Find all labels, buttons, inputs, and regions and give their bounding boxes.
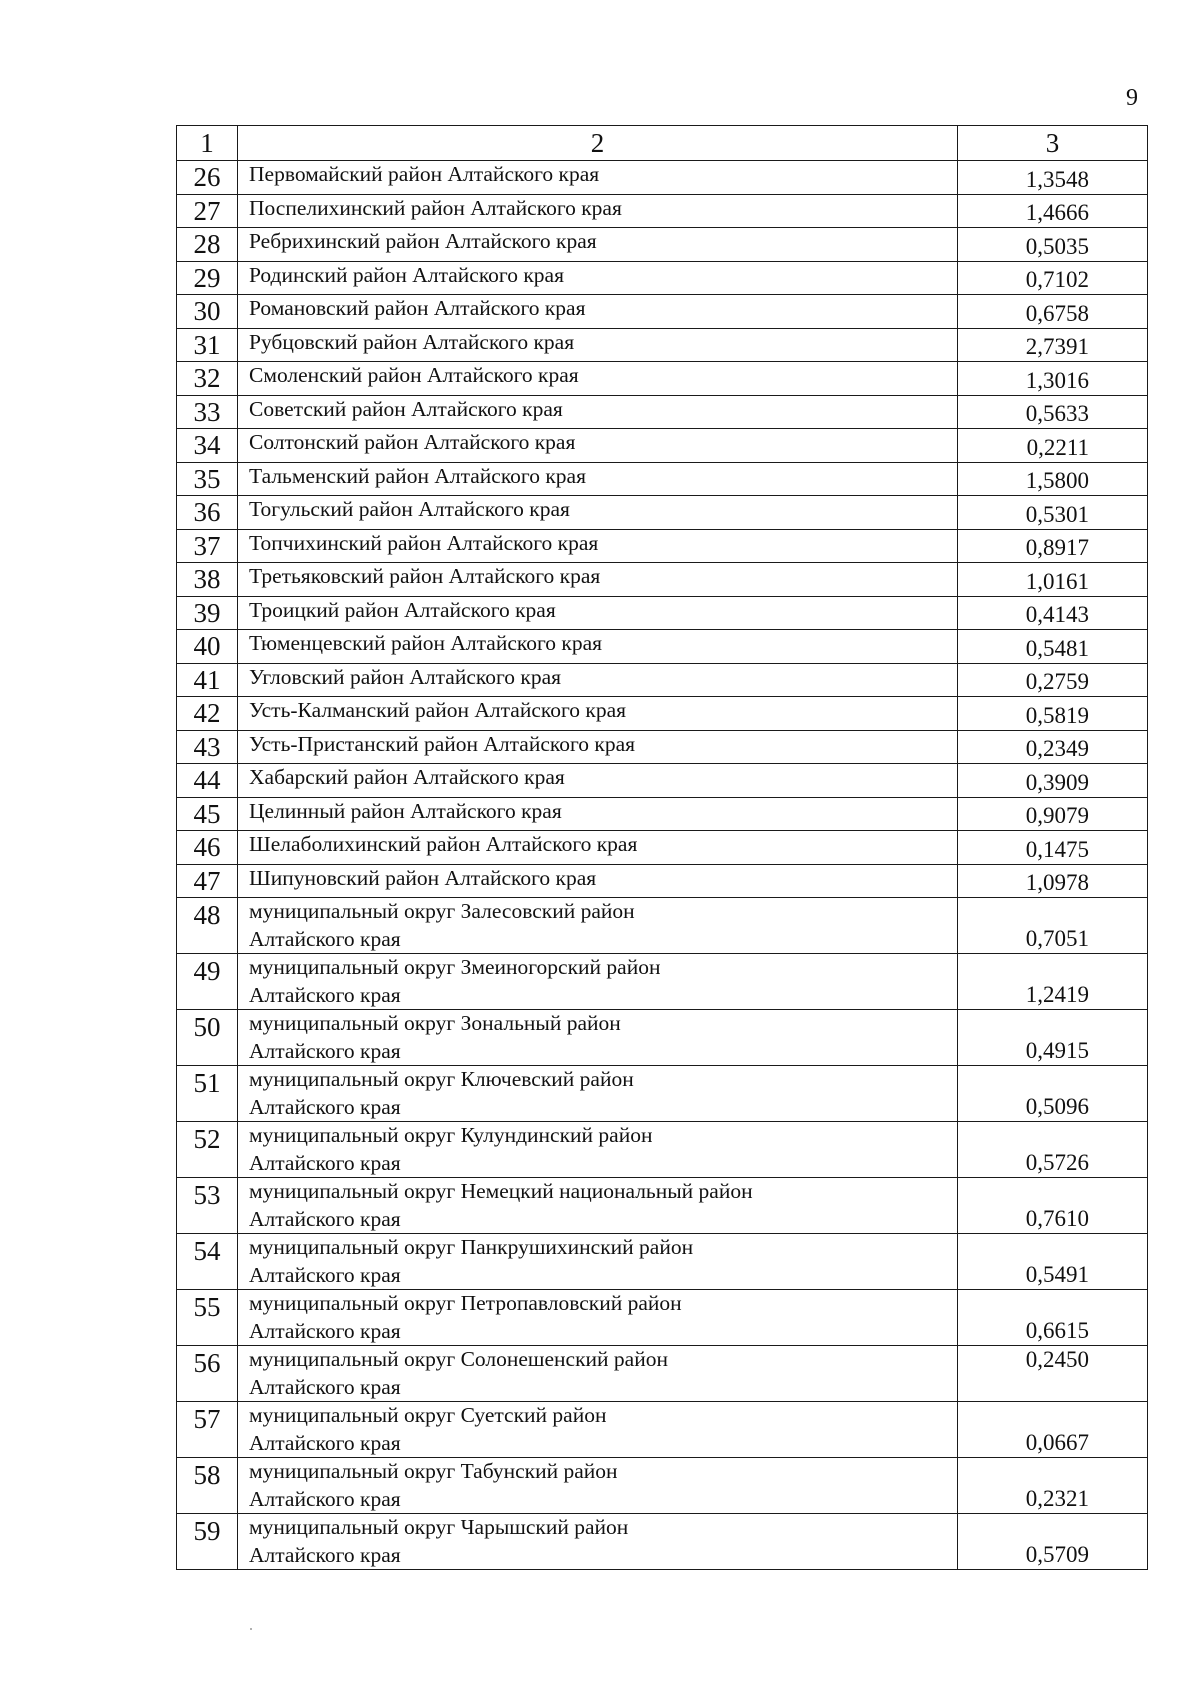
district-name: муниципальный округ Чарышский район Алтайского края: [238, 1514, 958, 1570]
coefficient-value: 0,7610: [958, 1178, 1148, 1234]
district-name: Смоленский район Алтайского края: [238, 362, 958, 396]
table-row: [177, 764, 1148, 798]
row-number: 55: [177, 1290, 238, 1346]
row-number: 42: [177, 697, 238, 731]
row-number: 36: [177, 496, 238, 530]
table-row: [177, 429, 1148, 463]
district-name: Советский район Алтайского края: [238, 395, 958, 429]
table-row: [177, 1402, 1148, 1458]
table-row: [177, 496, 1148, 530]
coefficient-value: 0,4915: [958, 1010, 1148, 1066]
row-number: 28: [177, 228, 238, 262]
coefficient-value: 0,2211: [958, 429, 1148, 463]
row-number: 27: [177, 194, 238, 228]
coefficients-table: [176, 125, 1148, 1570]
coefficient-value: 0,8917: [958, 529, 1148, 563]
district-name: Шелаболихинский район Алтайского края: [238, 831, 958, 865]
row-number: 29: [177, 261, 238, 295]
coefficient-value: 0,7102: [958, 261, 1148, 295]
district-name: Ребрихинский район Алтайского края: [238, 228, 958, 262]
district-name: муниципальный округ Солонешенский район Алтайского края: [238, 1346, 958, 1402]
table-row: [177, 1514, 1148, 1570]
district-name: Усть-Калманский район Алтайского края: [238, 697, 958, 731]
header-col-1: 1: [177, 126, 238, 161]
row-number: 58: [177, 1458, 238, 1514]
row-number: 56: [177, 1346, 238, 1402]
table-row: [177, 194, 1148, 228]
table-row: [177, 730, 1148, 764]
district-name: Тюменцевский район Алтайского края: [238, 630, 958, 664]
table-row: [177, 1066, 1148, 1122]
table-row: [177, 462, 1148, 496]
coefficient-value: 1,5800: [958, 462, 1148, 496]
coefficient-value: 0,5481: [958, 630, 1148, 664]
row-number: 59: [177, 1514, 238, 1570]
district-name: Угловский район Алтайского края: [238, 663, 958, 697]
table-row: [177, 864, 1148, 898]
row-number: 31: [177, 328, 238, 362]
row-number: 50: [177, 1010, 238, 1066]
row-number: 48: [177, 898, 238, 954]
district-name: муниципальный округ Петропавловский район Алтайского края: [238, 1290, 958, 1346]
district-name: муниципальный округ Табунский район Алтайского края: [238, 1458, 958, 1514]
coefficient-value: 2,7391: [958, 328, 1148, 362]
district-name: Тальменский район Алтайского края: [238, 462, 958, 496]
coefficient-value: 1,3548: [958, 161, 1148, 195]
row-number: 45: [177, 797, 238, 831]
district-name: муниципальный округ Панкрушихинский район Алтайского края: [238, 1234, 958, 1290]
coefficient-value: 1,2419: [958, 954, 1148, 1010]
row-number: 53: [177, 1178, 238, 1234]
district-name: Поспелихинский район Алтайского края: [238, 194, 958, 228]
district-name: Тогульский район Алтайского края: [238, 496, 958, 530]
page-number: 9: [1126, 85, 1138, 111]
row-number: 43: [177, 730, 238, 764]
table-row: [177, 1010, 1148, 1066]
coefficient-value: 0,0667: [958, 1402, 1148, 1458]
coefficient-value: 1,0978: [958, 864, 1148, 898]
row-number: 52: [177, 1122, 238, 1178]
district-name: муниципальный округ Ключевский район Алтайского края: [238, 1066, 958, 1122]
coefficient-value: 0,5035: [958, 228, 1148, 262]
district-name: Троицкий район Алтайского края: [238, 596, 958, 630]
coefficient-value: 0,5726: [958, 1122, 1148, 1178]
table-row: [177, 663, 1148, 697]
table-row: [177, 1122, 1148, 1178]
table-row: [177, 563, 1148, 597]
coefficient-value: 0,5709: [958, 1514, 1148, 1570]
row-number: 39: [177, 596, 238, 630]
district-name: Целинный район Алтайского края: [238, 797, 958, 831]
table-row: [177, 261, 1148, 295]
row-number: 37: [177, 529, 238, 563]
coefficient-value: 0,3909: [958, 764, 1148, 798]
coefficient-value: 0,5096: [958, 1066, 1148, 1122]
district-name: Солтонский район Алтайского края: [238, 429, 958, 463]
coefficient-value: 0,6758: [958, 295, 1148, 329]
coefficient-value: 0,9079: [958, 797, 1148, 831]
table-row: [177, 328, 1148, 362]
row-number: 32: [177, 362, 238, 396]
row-number: 44: [177, 764, 238, 798]
district-name: муниципальный округ Кулундинский район Алтайского края: [238, 1122, 958, 1178]
district-name: Родинский район Алтайского края: [238, 261, 958, 295]
district-name: Топчихинский район Алтайского края: [238, 529, 958, 563]
district-name: муниципальный округ Змеиногорский район Алтайского края: [238, 954, 958, 1010]
coefficient-value: 0,2349: [958, 730, 1148, 764]
district-name: Хабарский район Алтайского края: [238, 764, 958, 798]
coefficient-value: 0,4143: [958, 596, 1148, 630]
district-name: муниципальный округ Зональный район Алтайского края: [238, 1010, 958, 1066]
table-row: [177, 395, 1148, 429]
district-name: Третьяковский район Алтайского края: [238, 563, 958, 597]
table-row: [177, 1346, 1148, 1402]
coefficient-value: 0,5301: [958, 496, 1148, 530]
district-name: муниципальный округ Залесовский район Алтайского края: [238, 898, 958, 954]
coefficient-value: 0,5491: [958, 1234, 1148, 1290]
coefficient-value: 1,3016: [958, 362, 1148, 396]
row-number: 57: [177, 1402, 238, 1458]
row-number: 41: [177, 663, 238, 697]
coefficient-value: 1,4666: [958, 194, 1148, 228]
row-number: 40: [177, 630, 238, 664]
table-row: [177, 1234, 1148, 1290]
district-name: муниципальный округ Немецкий национальный район Алтайского края: [238, 1178, 958, 1234]
coefficient-value: 0,6615: [958, 1290, 1148, 1346]
coefficient-value: 0,1475: [958, 831, 1148, 865]
scan-speck: [250, 1628, 252, 1630]
coefficient-value: 0,2321: [958, 1458, 1148, 1514]
table-row: [177, 529, 1148, 563]
header-col-3: 3: [958, 126, 1148, 161]
table-row: [177, 362, 1148, 396]
table-row: [177, 630, 1148, 664]
district-name: Шипуновский район Алтайского края: [238, 864, 958, 898]
row-number: 54: [177, 1234, 238, 1290]
district-name: Усть-Пристанский район Алтайского края: [238, 730, 958, 764]
table-row: [177, 161, 1148, 195]
table-row: [177, 797, 1148, 831]
table-row: [177, 898, 1148, 954]
district-name: Романовский район Алтайского края: [238, 295, 958, 329]
coefficient-value: 1,0161: [958, 563, 1148, 597]
coefficient-value: 0,2450: [958, 1346, 1148, 1402]
table-header-row: [177, 126, 1148, 161]
row-number: 34: [177, 429, 238, 463]
row-number: 49: [177, 954, 238, 1010]
table-row: [177, 954, 1148, 1010]
row-number: 30: [177, 295, 238, 329]
row-number: 47: [177, 864, 238, 898]
district-name: муниципальный округ Суетский район Алтайского края: [238, 1402, 958, 1458]
coefficient-value: 0,7051: [958, 898, 1148, 954]
table-row: [177, 831, 1148, 865]
table-row: [177, 295, 1148, 329]
table-row: [177, 1290, 1148, 1346]
table-row: [177, 1178, 1148, 1234]
header-col-2: 2: [238, 126, 958, 161]
coefficient-value: 0,5633: [958, 395, 1148, 429]
district-name: Первомайский район Алтайского края: [238, 161, 958, 195]
table-row: [177, 697, 1148, 731]
table-row: [177, 596, 1148, 630]
row-number: 33: [177, 395, 238, 429]
table-row: [177, 1458, 1148, 1514]
row-number: 35: [177, 462, 238, 496]
district-name: Рубцовский район Алтайского края: [238, 328, 958, 362]
row-number: 46: [177, 831, 238, 865]
row-number: 51: [177, 1066, 238, 1122]
row-number: 26: [177, 161, 238, 195]
table-row: [177, 228, 1148, 262]
coefficient-value: 0,2759: [958, 663, 1148, 697]
row-number: 38: [177, 563, 238, 597]
coefficient-value: 0,5819: [958, 697, 1148, 731]
